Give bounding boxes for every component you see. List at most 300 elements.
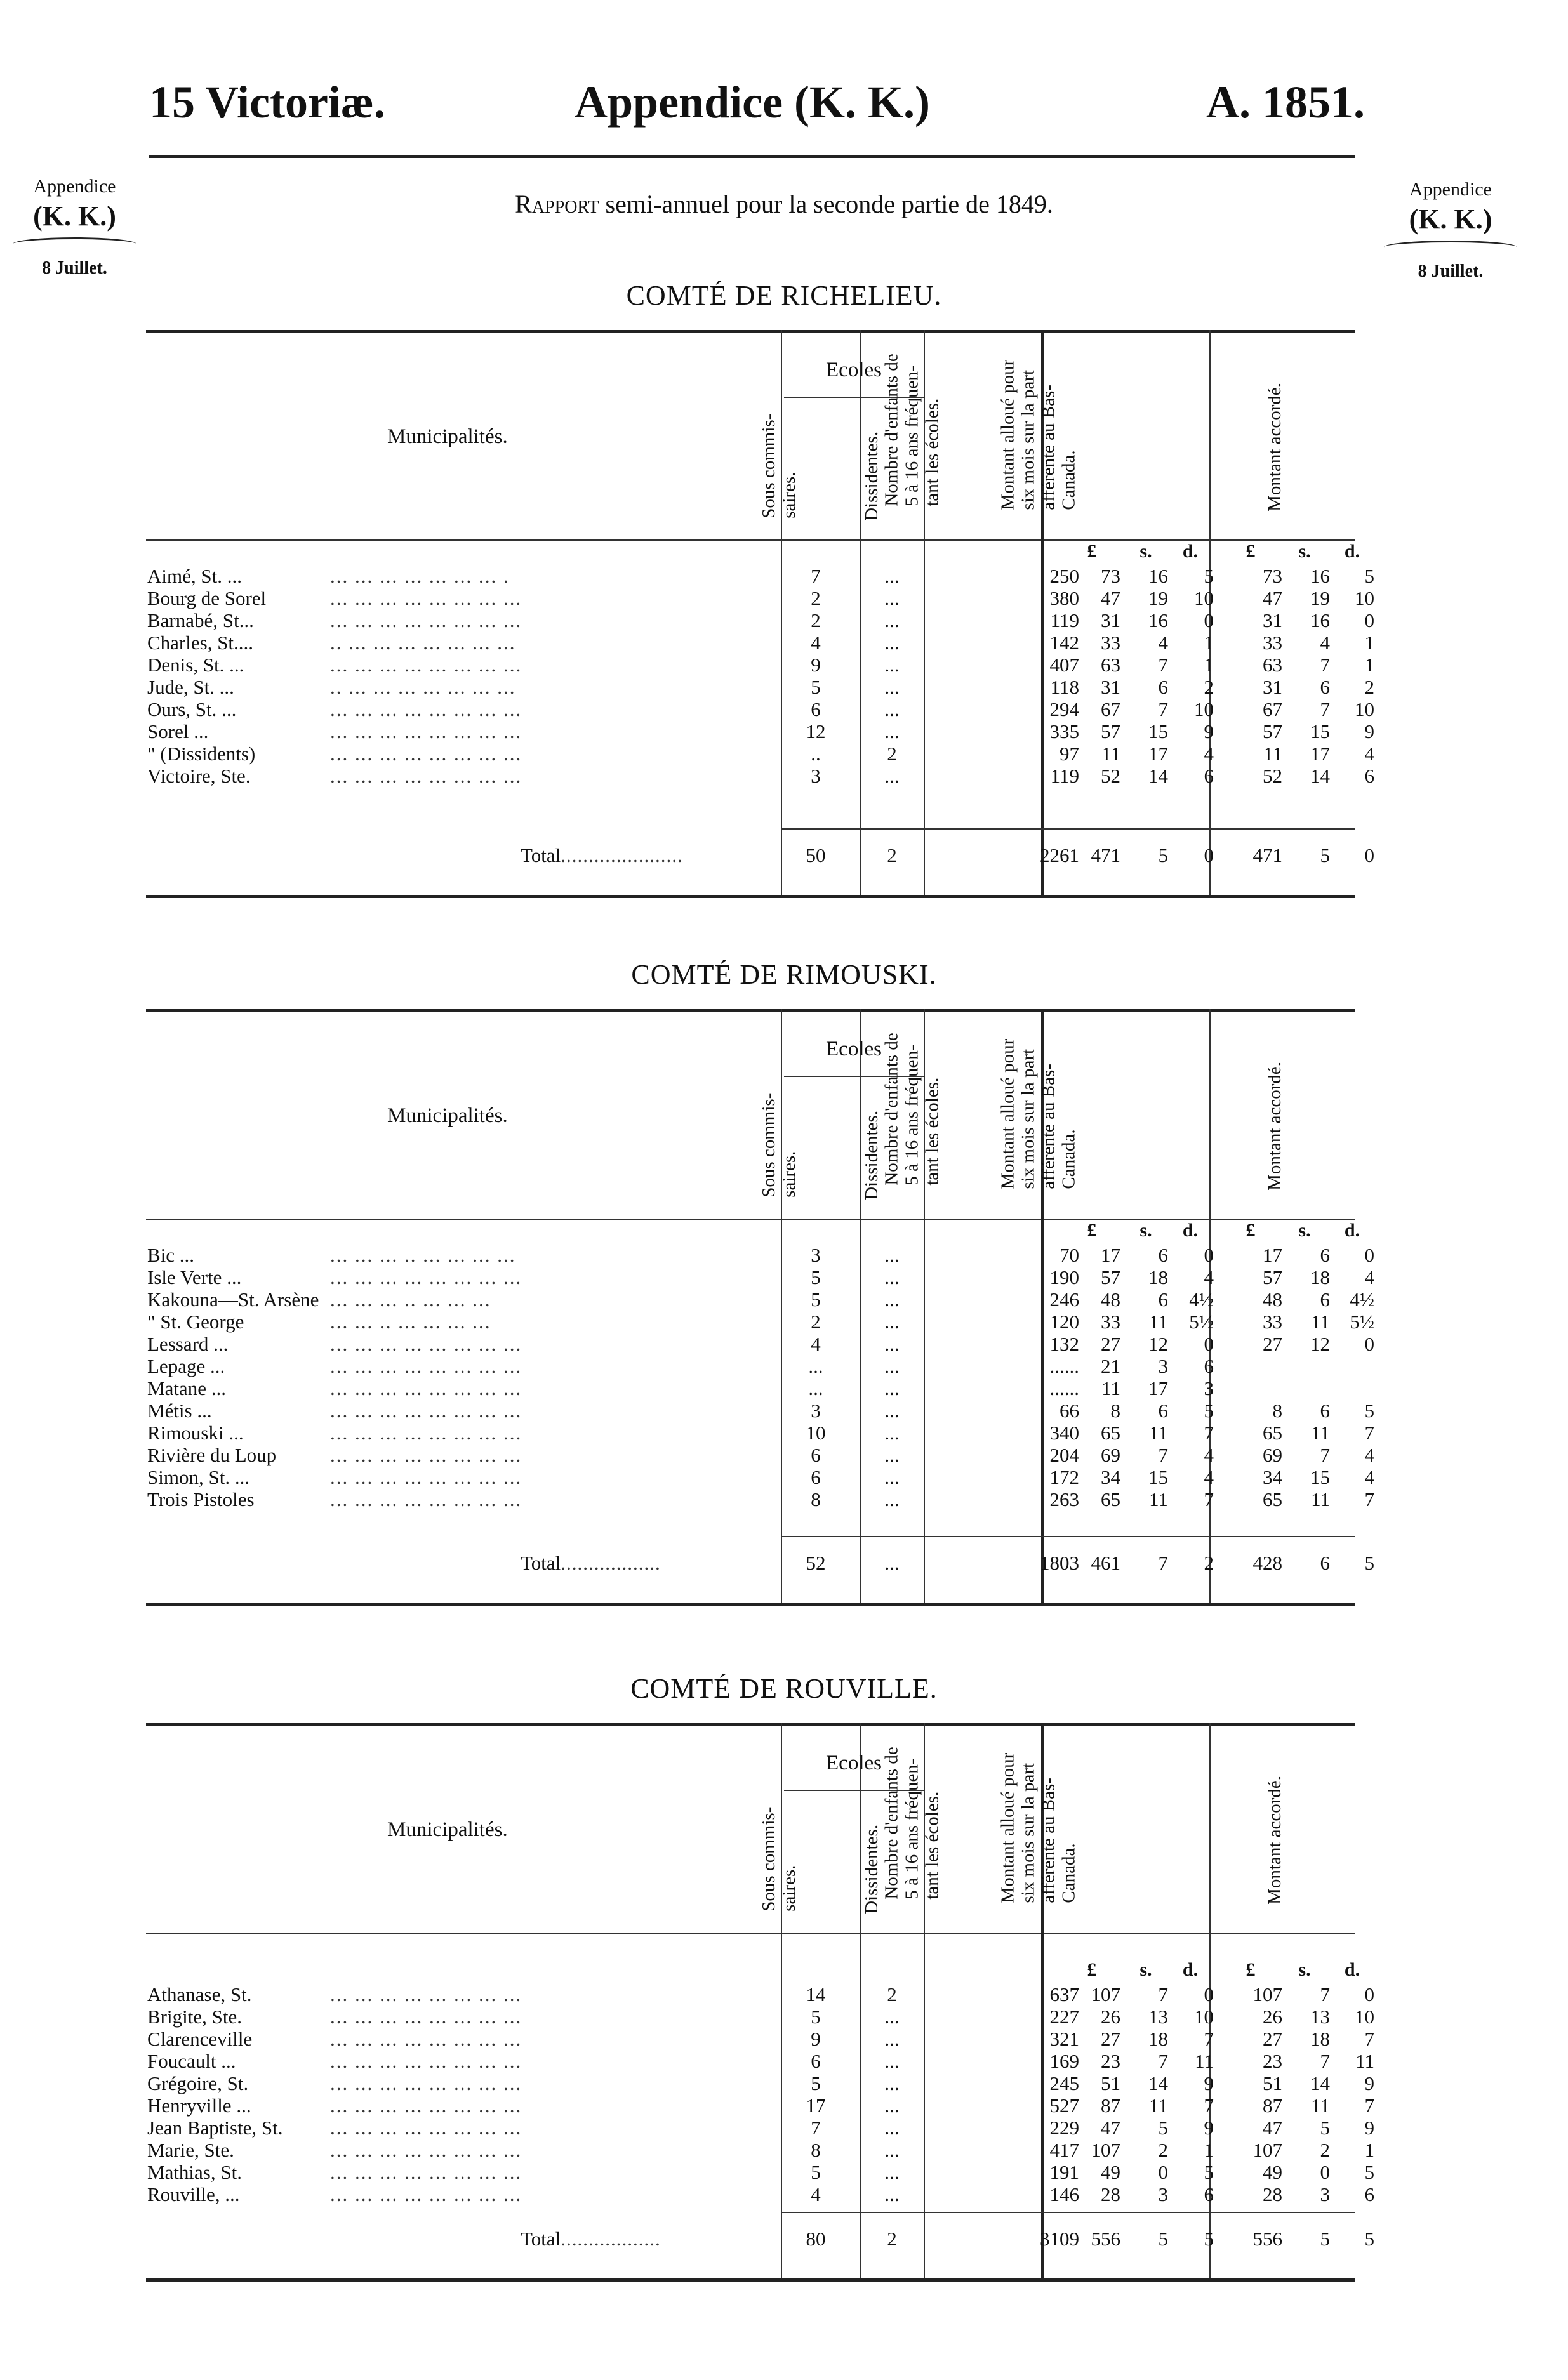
- montant-pounds: 57: [1101, 720, 1120, 743]
- montant-shillings: 4: [1158, 631, 1168, 654]
- montant-pence: 9: [1204, 2117, 1214, 2139]
- total-enfants: 2261: [1040, 844, 1079, 866]
- accorde-shillings: 14: [1310, 2072, 1330, 2094]
- header-nombre-enfants: [882, 1033, 943, 1185]
- accorde-shillings: 16: [1310, 565, 1330, 587]
- accorde-shillings: 7: [1320, 1983, 1330, 2006]
- side-note-brace: [13, 237, 136, 251]
- municipality-name: Jean Baptiste, St.: [147, 2117, 283, 2139]
- sous-commissaires-value: 4: [811, 2183, 821, 2205]
- montant-pounds: 23: [1101, 2050, 1120, 2072]
- montant-shillings: 13: [1148, 2006, 1168, 2028]
- enfants-cell: [927, 1466, 1079, 1488]
- montant-pence: 5½: [1189, 1311, 1214, 1333]
- accorde-pounds: 57: [1263, 1266, 1282, 1288]
- header-dissidentes: [862, 432, 882, 521]
- montant-shillings: 6: [1158, 1399, 1168, 1422]
- municipality-name: Barnabé, St...: [147, 609, 254, 631]
- accorde-shillings: 11: [1311, 1422, 1330, 1444]
- header-nombre-enfants-line: 5 à 16 ans fréquen-: [901, 1758, 922, 1900]
- accorde-shillings: 4: [1320, 631, 1330, 654]
- sous-commissaires-value: 3: [811, 1399, 821, 1422]
- table-row: [146, 1488, 1374, 1511]
- accorde-pence: 5½: [1350, 1311, 1374, 1333]
- accorde-pence: 9: [1364, 2117, 1374, 2139]
- municipality-name: Bourg de Sorel: [147, 587, 267, 609]
- montant-pence: 0: [1204, 1983, 1214, 2006]
- enfants-cell: [927, 720, 1079, 743]
- montant-shillings: 18: [1148, 2028, 1168, 2050]
- leader-dots: ... ... ... ... ... ... ... ...: [330, 2183, 522, 2205]
- montant-pounds: 34: [1101, 1466, 1120, 1488]
- total-row: [146, 844, 1374, 866]
- header-sous-commissaires-line: Sous commis-: [759, 413, 780, 519]
- accorde-pounds: 8: [1272, 1399, 1282, 1422]
- side-note-code: (K. K.): [33, 200, 116, 232]
- enfants-cell: [927, 2183, 1079, 2205]
- table-row: [146, 565, 1374, 587]
- table-bottom-rule: [146, 1603, 1355, 1606]
- table-row: [146, 1983, 1374, 2006]
- sous-commissaires-value: 5: [811, 2006, 821, 2028]
- accorde-pence: 9: [1364, 2072, 1374, 2094]
- table-row: [146, 2072, 1374, 2094]
- accorde-pence: 7: [1364, 1422, 1374, 1444]
- header-sous-commissaires-line: Sous commis-: [759, 1806, 780, 1912]
- enfants-value: 250: [1049, 565, 1079, 587]
- montant-pence: 9: [1204, 2072, 1214, 2094]
- sous-commissaires-value: 8: [811, 1488, 821, 1511]
- leader-dots: ... ... ... ... ... ... ... ...: [330, 765, 522, 787]
- county-table: [146, 1009, 1374, 1609]
- enfants-cell: [927, 1399, 1079, 1422]
- accorde-shillings: 7: [1320, 1444, 1330, 1466]
- enfants-value: 142: [1049, 631, 1079, 654]
- montant-pence: 6: [1204, 1355, 1214, 1377]
- montant-pence: 10: [1194, 2006, 1214, 2028]
- municipality-name: Matane ...: [147, 1377, 226, 1399]
- municipality-name: Kakouna—St. Arsène: [147, 1288, 319, 1311]
- total-montant-pence: 0: [1204, 844, 1214, 866]
- montant-shillings: 16: [1148, 565, 1168, 587]
- dissidentes-value: ...: [884, 698, 900, 720]
- montant-shillings: 19: [1148, 587, 1168, 609]
- montant-shillings: 2: [1158, 2139, 1168, 2161]
- leader-dots: ... ... ... ... ... ... ... ...: [330, 1333, 522, 1355]
- total-sous-commissaires: 80: [806, 2228, 826, 2250]
- enfants-cell: [927, 1488, 1079, 1511]
- dissidentes-value: ...: [884, 1488, 900, 1511]
- sous-commissaires-value: 4: [811, 1333, 821, 1355]
- sous-commissaires-value: 12: [806, 720, 826, 743]
- dissidentes-value: ...: [884, 2161, 900, 2183]
- montant-pence: 2: [1204, 676, 1214, 698]
- total-label: [521, 1552, 661, 1574]
- sous-commissaires-value: ...: [808, 1355, 823, 1377]
- accorde-pounds: 67: [1263, 698, 1282, 720]
- enfants-value: 204: [1049, 1444, 1079, 1466]
- total-montant-shillings: 5: [1158, 844, 1168, 866]
- total-sous-commissaires: 50: [806, 844, 826, 866]
- montant-pence: 3: [1204, 1377, 1214, 1399]
- header-municipalites: Municipalités.: [387, 1104, 508, 1127]
- header-montant-alloue-line: Canada.: [1058, 1843, 1079, 1903]
- table-row: [146, 1333, 1374, 1355]
- table-row: [146, 2050, 1374, 2072]
- accorde-shillings: 6: [1320, 676, 1330, 698]
- total-dissidentes: 2: [887, 844, 897, 866]
- county-title: COMTÉ DE ROUVILLE.: [630, 1673, 938, 1704]
- total-dissidentes: ...: [884, 1552, 900, 1574]
- side-note-label: Appendice: [33, 176, 116, 197]
- header-ecoles: Ecoles: [826, 1038, 882, 1061]
- total-label-text: Total: [521, 1552, 561, 1574]
- montant-pence: 7: [1204, 2094, 1214, 2117]
- table-row: [146, 2006, 1374, 2028]
- municipality-name: " (Dissidents): [147, 743, 256, 765]
- montant-pounds: 47: [1101, 587, 1120, 609]
- header-appendix: Appendice (K. K.): [575, 77, 931, 128]
- total-accorde-pence: 5: [1364, 1552, 1374, 1574]
- municipality-name: Métis ...: [147, 1399, 212, 1422]
- enfants-value: ......: [1049, 1355, 1079, 1377]
- enfants-value: 227: [1049, 2006, 1079, 2028]
- enfants-cell: [927, 1288, 1079, 1311]
- dissidentes-value: ...: [884, 631, 900, 654]
- table-row: [146, 2161, 1374, 2183]
- sous-commissaires-value: ..: [811, 743, 821, 765]
- total-enfants: 1803: [1040, 1552, 1079, 1574]
- enfants-cell: [927, 1311, 1079, 1333]
- accorde-pence: 4: [1364, 1466, 1374, 1488]
- table-row: [146, 1377, 1355, 1399]
- dissidentes-value: ...: [884, 1333, 900, 1355]
- total-enfants-cell: [927, 2228, 1079, 2250]
- accorde-shillings: 11: [1311, 2094, 1330, 2117]
- leader-dots: ... ... ... ... ... ... ... ...: [330, 2050, 522, 2072]
- municipality-name: Clarenceville: [147, 2028, 253, 2050]
- montant-pounds: 65: [1101, 1422, 1120, 1444]
- montant-pence: 10: [1194, 587, 1214, 609]
- sous-commissaires-value: 6: [811, 1466, 821, 1488]
- table-row: [146, 609, 1374, 631]
- table-top-rule: [146, 1009, 1355, 1012]
- montant-shillings: 16: [1148, 609, 1168, 631]
- total-sous-commissaires: 52: [806, 1552, 826, 1574]
- montant-pence: 5: [1204, 565, 1214, 587]
- sous-commissaires-value: 17: [806, 2094, 826, 2117]
- leader-dots: ... ... ... ... ... ... ... ...: [330, 1466, 522, 1488]
- leader-dots: ... ... ... .. ... ... ... ...: [330, 1244, 516, 1266]
- unit-s: s.: [1139, 541, 1152, 562]
- total-accorde-pence: 0: [1364, 844, 1374, 866]
- accorde-pounds: 57: [1263, 720, 1282, 743]
- enfants-cell: [927, 1244, 1079, 1266]
- montant-pence: 5: [1204, 1399, 1214, 1422]
- side-note-date: 8 Juillet.: [42, 258, 107, 278]
- montant-shillings: 11: [1149, 1311, 1168, 1333]
- table-row: [146, 676, 1374, 698]
- enfants-cell: [927, 654, 1079, 676]
- county-table: [146, 1723, 1374, 2285]
- enfants-cell: [927, 1983, 1079, 2006]
- table-row: [146, 743, 1374, 765]
- total-top-rule: [781, 2212, 1355, 2213]
- header-nombre-enfants-line: 5 à 16 ans fréquen-: [901, 365, 922, 506]
- dissidentes-value: ...: [884, 565, 900, 587]
- montant-shillings: 14: [1148, 2072, 1168, 2094]
- leader-dots: .. ... ... ... ... ... ... ...: [330, 631, 516, 654]
- enfants-cell: [927, 1266, 1079, 1288]
- table-row: [146, 765, 1374, 787]
- header-rule: [149, 155, 1355, 158]
- unit-s: s.: [1139, 1959, 1152, 1980]
- sous-commissaires-value: 3: [811, 1244, 821, 1266]
- accorde-shillings: 11: [1311, 1311, 1330, 1333]
- sous-commissaires-value: 5: [811, 1266, 821, 1288]
- municipality-name: Marie, Ste.: [147, 2139, 234, 2161]
- enfants-value: 380: [1049, 587, 1079, 609]
- table-row: [146, 1244, 1374, 1266]
- accorde-pence: 7: [1364, 2094, 1374, 2117]
- sous-commissaires-value: 5: [811, 2161, 821, 2183]
- enfants-value: 190: [1049, 1266, 1079, 1288]
- enfants-cell: [927, 631, 1079, 654]
- accorde-pence: 1: [1364, 2139, 1374, 2161]
- montant-shillings: 15: [1148, 1466, 1168, 1488]
- montant-pounds: 47: [1101, 2117, 1120, 2139]
- dissidentes-value: ...: [884, 1266, 900, 1288]
- enfants-value: 340: [1049, 1422, 1079, 1444]
- enfants-value: 169: [1049, 2050, 1079, 2072]
- accorde-pounds: 65: [1263, 1422, 1282, 1444]
- accorde-shillings: 3: [1320, 2183, 1330, 2205]
- leader-dots: ... ... ... ... ... ... ... ...: [330, 1983, 522, 2006]
- header-montant-alloue-line: afférente au Bas-: [1038, 385, 1059, 510]
- enfants-cell: [927, 676, 1079, 698]
- total-montant-pence: 5: [1204, 2228, 1214, 2250]
- total-leader-dots: ..................: [561, 1552, 661, 1574]
- montant-pence: 5: [1204, 2161, 1214, 2183]
- leader-dots: ... ... ... .. ... ... ...: [330, 1288, 491, 1311]
- table-row: [146, 2028, 1374, 2050]
- montant-shillings: 15: [1148, 720, 1168, 743]
- municipality-name: Rouville, ...: [147, 2183, 240, 2205]
- header-nombre-enfants-line: tant les écoles.: [922, 398, 943, 506]
- dissidentes-value: ...: [884, 2094, 900, 2117]
- montant-pounds: 87: [1101, 2094, 1120, 2117]
- accorde-pounds: 47: [1263, 2117, 1282, 2139]
- table-top-rule: [146, 330, 1355, 333]
- dissidentes-value: ...: [884, 1311, 900, 1333]
- table-row: [146, 720, 1374, 743]
- enfants-value: 172: [1049, 1466, 1079, 1488]
- dissidentes-value: ...: [884, 2006, 900, 2028]
- montant-shillings: 17: [1148, 743, 1168, 765]
- accorde-pounds: 107: [1252, 1983, 1282, 2006]
- accorde-pence: 10: [1355, 698, 1374, 720]
- total-leader-dots: ......................: [561, 844, 683, 866]
- unit-l: £: [1087, 1220, 1097, 1241]
- header-bottom-rule: [146, 1933, 1355, 1934]
- accorde-pence: 0: [1364, 609, 1374, 631]
- side-note-brace: [1384, 241, 1517, 254]
- enfants-cell: [927, 743, 1079, 765]
- leader-dots: ... ... ... ... ... ... ... ...: [330, 1377, 522, 1399]
- montant-shillings: 17: [1148, 1377, 1168, 1399]
- header-montant-alloue-line: Canada.: [1058, 450, 1079, 510]
- header-montant-accorde: [1265, 383, 1286, 512]
- dissidentes-value: ...: [884, 2050, 900, 2072]
- montant-pence: 7: [1204, 1422, 1214, 1444]
- total-montant-pounds: 471: [1091, 844, 1120, 866]
- enfants-value: 66: [1060, 1399, 1079, 1422]
- accorde-pounds: 27: [1263, 1333, 1282, 1355]
- montant-pounds: 11: [1101, 1377, 1120, 1399]
- dissidentes-value: 2: [887, 743, 897, 765]
- montant-pence: 7: [1204, 2028, 1214, 2050]
- enfants-cell: [927, 565, 1079, 587]
- header-year: A. 1851.: [1206, 77, 1365, 128]
- enfants-value: 245: [1049, 2072, 1079, 2094]
- montant-pounds: 27: [1101, 2028, 1120, 2050]
- leader-dots: ... ... ... ... ... ... ... ...: [330, 1399, 522, 1422]
- table-row: [146, 1311, 1374, 1333]
- total-row: [146, 2228, 1374, 2250]
- accorde-shillings: 7: [1320, 698, 1330, 720]
- total-accorde-pounds: 428: [1252, 1552, 1282, 1574]
- header-sous-commissaires: [759, 1807, 800, 1912]
- accorde-pence: 5: [1364, 1399, 1374, 1422]
- montant-pence: 4: [1204, 1466, 1214, 1488]
- header-dissidentes-line: Dissidentes.: [861, 1110, 882, 1200]
- dissidentes-value: ...: [884, 1288, 900, 1311]
- dissidentes-value: ...: [884, 2072, 900, 2094]
- accorde-pounds: 49: [1263, 2161, 1282, 2183]
- header-nombre-enfants-line: 5 à 16 ans fréquen-: [901, 1044, 922, 1186]
- header-nombre-enfants: [882, 354, 943, 506]
- county-table: [146, 330, 1374, 901]
- municipality-name: Bic ...: [147, 1244, 195, 1266]
- municipality-name: Sorel ...: [147, 720, 209, 743]
- accorde-pounds: 107: [1252, 2139, 1282, 2161]
- dissidentes-value: ...: [884, 2028, 900, 2050]
- total-accorde-pounds: 556: [1252, 2228, 1282, 2250]
- header-montant-alloue-line: Canada.: [1058, 1129, 1079, 1189]
- unit-d: d.: [1344, 541, 1360, 562]
- leader-dots: ... ... ... ... ... ... ... ...: [330, 609, 522, 631]
- unit-s: s.: [1298, 541, 1311, 562]
- total-top-rule: [781, 828, 1355, 830]
- leader-dots: ... ... ... ... ... ... ... .: [330, 565, 510, 587]
- enfants-value: 120: [1049, 1311, 1079, 1333]
- sous-commissaires-value: 5: [811, 676, 821, 698]
- municipality-name: " St. George: [147, 1311, 244, 1333]
- dissidentes-value: ...: [884, 2139, 900, 2161]
- accorde-pounds: 69: [1263, 1444, 1282, 1466]
- leader-dots: ... ... ... ... ... ... ... ...: [330, 743, 522, 765]
- municipality-name: Denis, St. ...: [147, 654, 244, 676]
- total-label-text: Total: [521, 2228, 561, 2250]
- side-note-date: 8 Juillet.: [1418, 261, 1484, 281]
- montant-pence: 0: [1204, 609, 1214, 631]
- montant-pounds: 28: [1101, 2183, 1120, 2205]
- accorde-pounds: 31: [1263, 676, 1282, 698]
- sous-commissaires-value: 5: [811, 1288, 821, 1311]
- enfants-cell: [927, 1355, 1079, 1377]
- header-montant-alloue: [998, 1039, 1079, 1189]
- accorde-pence: 5: [1364, 565, 1374, 587]
- sous-commissaires-value: 2: [811, 609, 821, 631]
- leader-dots: ... ... ... ... ... ... ... ...: [330, 1266, 522, 1288]
- montant-shillings: 3: [1158, 2183, 1168, 2205]
- montant-pence: 1: [1204, 2139, 1214, 2161]
- unit-l: £: [1087, 541, 1097, 562]
- sous-commissaires-value: 6: [811, 2050, 821, 2072]
- montant-pounds: 21: [1101, 1355, 1120, 1377]
- montant-pounds: 65: [1101, 1488, 1120, 1511]
- unit-l: £: [1246, 541, 1256, 562]
- leader-dots: ... ... ... ... ... ... ... ...: [330, 2072, 522, 2094]
- montant-shillings: 5: [1158, 2117, 1168, 2139]
- table-row: [146, 2183, 1374, 2205]
- dissidentes-value: ...: [884, 1244, 900, 1266]
- enfants-value: 132: [1049, 1333, 1079, 1355]
- montant-shillings: 7: [1158, 654, 1168, 676]
- accorde-pounds: 28: [1263, 2183, 1282, 2205]
- leader-dots: ... ... ... ... ... ... ... ...: [330, 2028, 522, 2050]
- municipality-name: Foucault ...: [147, 2050, 236, 2072]
- report-title: [0, 189, 1568, 219]
- accorde-pence: 4: [1364, 1266, 1374, 1288]
- montant-pence: 0: [1204, 1333, 1214, 1355]
- sous-commissaires-value: 3: [811, 765, 821, 787]
- montant-pounds: 107: [1091, 2139, 1120, 2161]
- header-montant-alloue-line: six mois sur la part: [1018, 1048, 1039, 1189]
- montant-shillings: 11: [1149, 1422, 1168, 1444]
- header-nombre-enfants-line: Nombre d'enfants de: [881, 354, 902, 506]
- header-ecoles: Ecoles: [826, 359, 882, 381]
- accorde-shillings: 6: [1320, 1288, 1330, 1311]
- municipality-name: Jude, St. ...: [147, 676, 234, 698]
- header-montant-alloue-line: afférente au Bas-: [1038, 1778, 1059, 1903]
- table-bottom-rule: [146, 2278, 1355, 2282]
- table-bottom-rule: [146, 895, 1355, 898]
- unit-d: d.: [1182, 1959, 1199, 1980]
- accorde-pence: 7: [1364, 2028, 1374, 2050]
- montant-pounds: 33: [1101, 1311, 1120, 1333]
- sous-commissaires-value: 9: [811, 2028, 821, 2050]
- header-municipalites: Municipalités.: [387, 1818, 508, 1841]
- enfants-value: 294: [1049, 698, 1079, 720]
- accorde-shillings: 15: [1310, 1466, 1330, 1488]
- accorde-pence: 2: [1364, 676, 1374, 698]
- montant-pence: 6: [1204, 765, 1214, 787]
- unit-l: £: [1087, 1959, 1097, 1980]
- header-nombre-enfants: [882, 1747, 943, 1899]
- total-accorde-shillings: 6: [1320, 1552, 1330, 1574]
- sous-commissaires-value: 14: [806, 1983, 826, 2006]
- header-nombre-enfants-line: tant les écoles.: [922, 1077, 943, 1186]
- montant-pounds: 31: [1101, 609, 1120, 631]
- dissidentes-value: ...: [884, 1422, 900, 1444]
- header-nombre-enfants-line: Nombre d'enfants de: [881, 1747, 902, 1900]
- accorde-shillings: 15: [1310, 720, 1330, 743]
- montant-shillings: 7: [1158, 1983, 1168, 2006]
- montant-pence: 4: [1204, 1266, 1214, 1288]
- leader-dots: ... ... ... ... ... ... ... ...: [330, 2094, 522, 2117]
- sous-commissaires-value: 2: [811, 587, 821, 609]
